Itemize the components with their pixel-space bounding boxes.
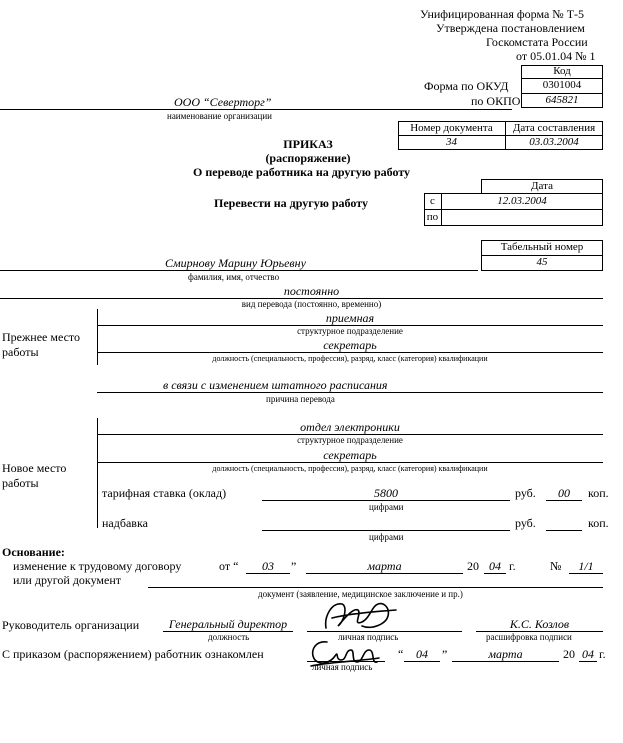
to-label: по bbox=[426, 211, 439, 223]
approved-line: Утверждена постановлением bbox=[436, 21, 585, 35]
org-caption: наименование организации bbox=[167, 111, 272, 121]
order-subtitle: (распоряжение) bbox=[265, 151, 351, 165]
ack-sign-caption: личная подпись bbox=[312, 662, 373, 672]
basis-from-label: от “ bbox=[219, 559, 239, 573]
prev-dept-caption: структурное подразделение bbox=[297, 326, 403, 336]
transfer-label: Перевести на другую работу bbox=[214, 196, 368, 210]
rate-label: тарифная ставка (оклад) bbox=[102, 486, 227, 500]
basis-num-value: 1/1 bbox=[578, 559, 594, 573]
ack-year-suffix: г. bbox=[599, 647, 606, 661]
order-description: О переводе работника на другую работу bbox=[193, 165, 411, 179]
new-place-label-2: работы bbox=[2, 476, 39, 490]
doc-date-value: 03.03.2004 bbox=[529, 136, 579, 148]
okud-value: 0301004 bbox=[542, 79, 582, 91]
org-name: ООО “Северторг” bbox=[174, 95, 272, 109]
basis-year: 04 bbox=[489, 559, 501, 573]
from-date-value: 12.03.2004 bbox=[497, 195, 547, 207]
basis-year-prefix: 20 bbox=[467, 559, 479, 573]
transfer-date-header: Дата bbox=[531, 180, 553, 192]
rate-value: 5800 bbox=[374, 486, 398, 500]
tab-number-value: 45 bbox=[536, 256, 548, 268]
bonus-rub-label: руб. bbox=[515, 516, 536, 530]
ack-open-quote: “ bbox=[398, 647, 404, 661]
prev-position-value: секретарь bbox=[323, 338, 377, 352]
kod-header: Код bbox=[553, 65, 571, 77]
ack-close-quote: ” bbox=[442, 647, 448, 661]
bonus-digits-caption: цифрами bbox=[369, 532, 404, 542]
head-position: Генеральный директор bbox=[168, 617, 288, 631]
head-label: Руководитель организации bbox=[2, 618, 140, 632]
basis-caption: документ (заявление, медицинское заключение и пр.) bbox=[258, 589, 463, 599]
head-sign-caption: личная подпись bbox=[338, 632, 399, 642]
employee-name: Смирнову Марину Юрьевну bbox=[165, 256, 306, 270]
order-title: ПРИКАЗ bbox=[283, 137, 333, 151]
ack-label: С приказом (распоряжением) работник ознакомлен bbox=[2, 647, 264, 661]
transfer-type-caption: вид перевода (постоянно, временно) bbox=[241, 299, 382, 309]
rate-kop-value: 00 bbox=[558, 486, 570, 500]
rate-kop-label: коп. bbox=[588, 486, 609, 500]
basis-line-1: изменение к трудовому договору bbox=[13, 559, 182, 573]
bonus-kop-label: коп. bbox=[588, 516, 609, 530]
reason-caption: причина перевода bbox=[266, 394, 335, 404]
bonus-label: надбавка bbox=[102, 516, 148, 530]
basis-year-suffix: г. bbox=[509, 559, 516, 573]
prev-place-label-2: работы bbox=[2, 345, 39, 359]
basis-quote-close: ” bbox=[291, 559, 297, 573]
tab-number-header: Табельный номер bbox=[500, 241, 584, 253]
prev-position-caption: должность (специальность, профессия), разряд, класс (категория) квалификации bbox=[212, 354, 488, 363]
head-decode: К.С. Козлов bbox=[509, 617, 570, 631]
employee-name-caption: фамилия, имя, отчество bbox=[188, 272, 280, 282]
ack-day: 04 bbox=[416, 647, 428, 661]
head-position-caption: должность bbox=[208, 632, 250, 642]
basis-label: Основание: bbox=[2, 545, 65, 559]
doc-number-header: Номер документа bbox=[410, 122, 493, 134]
new-position-caption: должность (специальность, профессия), разряд, класс (категория) квалификации bbox=[212, 464, 488, 473]
basis-line-2: или другой документ bbox=[13, 573, 122, 587]
rate-rub-label: руб. bbox=[515, 486, 536, 500]
basis-month: марта bbox=[367, 559, 402, 573]
goskomstat-line: Госкомстата России bbox=[486, 35, 588, 49]
new-dept-caption: структурное подразделение bbox=[297, 435, 403, 445]
ack-year-prefix: 20 bbox=[563, 647, 575, 661]
reason-value: в связи с изменением штатного расписания bbox=[163, 378, 388, 392]
basis-day: 03 bbox=[262, 559, 274, 573]
doc-number-value: 34 bbox=[446, 136, 457, 148]
prev-place-label: Прежнее место bbox=[2, 330, 80, 344]
head-decode-caption: расшифровка подписи bbox=[486, 632, 572, 642]
doc-date-header: Дата составления bbox=[512, 122, 596, 134]
employee-signature bbox=[305, 632, 383, 672]
ack-year: 04 bbox=[582, 647, 594, 661]
prev-dept-value: приемная bbox=[325, 311, 375, 325]
from-label: с bbox=[430, 195, 435, 207]
basis-num-label: № bbox=[550, 559, 562, 573]
form-title: Унифицированная форма № Т-5 bbox=[420, 7, 585, 21]
okpo-label: по ОКПО bbox=[471, 94, 521, 108]
new-place-label: Новое место bbox=[2, 461, 67, 475]
ack-month: марта bbox=[488, 647, 523, 661]
okpo-value: 645821 bbox=[545, 94, 579, 106]
rate-digits-caption: цифрами bbox=[369, 502, 404, 512]
decree-date-line: от 05.01.04 № 1 bbox=[516, 49, 596, 63]
okud-label: Форма по ОКУД bbox=[424, 79, 509, 93]
head-signature bbox=[318, 596, 400, 636]
new-position-value: секретарь bbox=[323, 448, 377, 462]
transfer-type-value: постоянно bbox=[283, 284, 340, 298]
new-dept-value: отдел электроники bbox=[300, 420, 400, 434]
